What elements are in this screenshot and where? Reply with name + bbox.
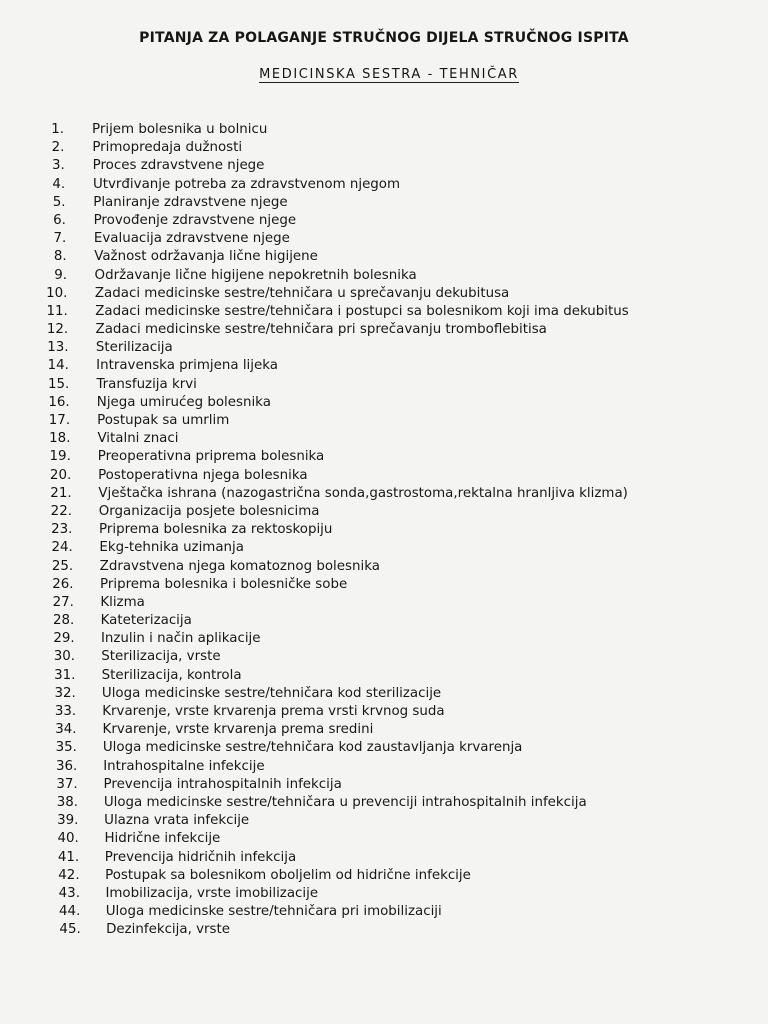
- list-item: [0, 321, 768, 339]
- item-number: 23.: [51, 522, 73, 538]
- list-item: [0, 630, 768, 648]
- list-item: [0, 703, 768, 721]
- list-item: [0, 230, 768, 248]
- item-number: 45.: [59, 922, 81, 938]
- page-subtitle: [0, 67, 768, 82]
- list-item: [0, 394, 768, 412]
- item-text: Prijem bolesnika u bolnicu: [92, 122, 268, 137]
- list-item: [0, 830, 768, 848]
- item-number: 15.: [48, 376, 70, 392]
- list-item: [0, 648, 768, 666]
- item-text: Prevencija hidričnih infekcija: [104, 849, 297, 865]
- item-text: Preoperativna priprema bolesnika: [97, 449, 325, 465]
- item-number: 13.: [47, 340, 69, 356]
- item-text: Evaluacija zdravstvene njege: [93, 231, 290, 247]
- list-item: [0, 667, 768, 685]
- list-item: [0, 849, 768, 867]
- list-item: [0, 739, 768, 757]
- item-text: Krvarenje, vrste krvarenja prema vrsti krvnog suda: [102, 704, 445, 719]
- item-number: 32.: [54, 685, 76, 701]
- item-number: 26.: [52, 576, 74, 592]
- item-text: Imobilizacija, vrste imobilizacije: [105, 885, 319, 901]
- question-list: [0, 121, 768, 939]
- item-number: 30.: [53, 649, 76, 665]
- item-text: Održavanje lične higijene nepokretnih bolesnika: [94, 267, 417, 283]
- item-number: 41.: [57, 849, 80, 865]
- item-number: 10.: [46, 285, 68, 301]
- item-text: Važnost održavanja lične higijene: [94, 249, 318, 265]
- item-text: Postoperativna njega bolesnika: [98, 467, 308, 483]
- list-item: [0, 467, 768, 485]
- item-text: Utvrđivanje potreba za zdravstvenom njegom: [92, 176, 401, 192]
- item-text: Zdravstvena njega komatoznog bolesnika: [99, 558, 380, 574]
- item-text: Njega umirućeg bolesnika: [96, 394, 271, 410]
- list-item: [0, 412, 768, 430]
- item-number: 43.: [58, 885, 80, 901]
- item-text: Sterilizacija: [95, 340, 173, 356]
- list-item: [0, 721, 768, 739]
- list-item: [0, 176, 768, 194]
- item-number: 25.: [51, 558, 74, 574]
- item-number: 7.: [53, 231, 67, 247]
- item-number: 24.: [51, 540, 73, 556]
- item-text: Uloga medicinske sestre/tehničara kod sterilizacije: [101, 685, 442, 701]
- item-number: 31.: [54, 667, 76, 683]
- item-number: 16.: [48, 394, 70, 410]
- list-item: [0, 248, 768, 266]
- list-item: [0, 885, 768, 903]
- list-item: [0, 448, 768, 466]
- item-text: Ekg-tehnika uzimanja: [99, 540, 244, 556]
- item-number: 18.: [49, 431, 71, 447]
- list-item: [0, 194, 768, 212]
- item-text: Priprema bolesnika za rektoskopiju: [99, 522, 333, 538]
- list-item: [0, 139, 768, 157]
- list-item: [0, 267, 768, 285]
- item-text: Prevencija intrahospitalnih infekcija: [103, 776, 342, 792]
- item-text: Zadaci medicinske sestre/tehničara i postupci sa bolesnikom koji ima dekubitus: [95, 303, 629, 319]
- item-number: 38.: [56, 794, 79, 810]
- item-number: 19.: [49, 449, 71, 465]
- item-text: Postupak sa umrlim: [97, 413, 230, 428]
- list-item: [0, 903, 768, 921]
- item-text: Postupak sa bolesnikom oboljelim od hidrične infekcije: [105, 867, 471, 883]
- item-number: 27.: [52, 594, 74, 610]
- item-number: 40.: [57, 831, 79, 847]
- list-item: [0, 121, 768, 139]
- item-number: 8.: [53, 249, 67, 265]
- item-text: Uloga medicinske sestre/tehničara u prevenciji intrahospitalnih infekcija: [103, 794, 587, 810]
- item-number: 21.: [50, 485, 72, 501]
- item-number: 39.: [57, 813, 79, 829]
- list-item: [0, 758, 768, 776]
- list-item: [0, 521, 768, 539]
- list-item: [0, 594, 768, 612]
- item-number: 34.: [55, 722, 77, 738]
- item-text: Inzulin i način aplikacije: [100, 631, 261, 647]
- item-number: 17.: [48, 413, 71, 428]
- item-text: Proces zdravstvene njege: [92, 158, 265, 174]
- item-text: Uloga medicinske sestre/tehničara kod zaustavljanja krvarenja: [102, 740, 523, 756]
- item-number: 4.: [52, 176, 66, 192]
- subtitle-text: MEDICINSKA SESTRA - TEHNIČAR: [259, 67, 519, 82]
- list-item: [0, 776, 768, 794]
- item-number: 22.: [50, 503, 72, 519]
- list-item: [0, 357, 768, 375]
- item-number: 6.: [53, 212, 66, 228]
- item-text: Vitalni znaci: [97, 431, 179, 447]
- list-item: [0, 485, 768, 503]
- list-item: [0, 539, 768, 557]
- list-item: [0, 812, 768, 830]
- item-number: 36.: [56, 758, 78, 774]
- item-number: 5.: [52, 194, 66, 210]
- list-item: [0, 612, 768, 630]
- item-text: Sterilizacija, vrste: [101, 649, 221, 665]
- item-number: 44.: [59, 904, 81, 920]
- item-number: 11.: [46, 303, 68, 319]
- page-title: PITANJA ZA POLAGANJE STRUČNOG DIJELA STRUČNOG ISPITA: [139, 30, 629, 46]
- list-item: [0, 794, 768, 812]
- list-item: [0, 212, 768, 230]
- item-text: Krvarenje, vrste krvarenja prema sredini: [102, 722, 374, 738]
- item-number: 28.: [52, 613, 75, 629]
- list-item: [0, 303, 768, 321]
- item-number: 14.: [47, 358, 69, 374]
- item-text: Transfuzija krvi: [96, 376, 197, 392]
- item-text: Zadaci medicinske sestre/tehničara u sprečavanju dekubitusa: [94, 285, 510, 301]
- list-item: [0, 921, 768, 939]
- item-number: 1.: [51, 122, 64, 137]
- list-item: [0, 685, 768, 703]
- list-item: [0, 558, 768, 576]
- item-text: Ulazna vrata infekcije: [104, 813, 250, 829]
- item-text: Kateterizacija: [100, 613, 192, 629]
- item-text: Priprema bolesnika i bolesničke sobe: [100, 576, 348, 592]
- item-text: Intrahospitalne infekcije: [103, 758, 265, 774]
- item-number: 33.: [54, 704, 77, 719]
- list-item: [0, 576, 768, 594]
- item-number: 35.: [55, 740, 77, 756]
- item-number: 9.: [54, 267, 68, 283]
- item-number: 20.: [49, 467, 72, 483]
- item-number: 42.: [58, 867, 80, 883]
- item-number: 37.: [56, 776, 78, 792]
- item-text: Provođenje zdravstvene njege: [93, 212, 297, 228]
- list-item: [0, 503, 768, 521]
- item-text: Klizma: [100, 594, 145, 610]
- item-text: Zadaci medicinske sestre/tehničara pri sprečavanju tromboflebitisa: [95, 322, 547, 338]
- item-number: 3.: [51, 158, 65, 174]
- item-text: Primopredaja dužnosti: [92, 140, 243, 156]
- list-item: [0, 867, 768, 885]
- item-text: Uloga medicinske sestre/tehničara pri imobilizaciji: [105, 904, 442, 920]
- list-item: [0, 430, 768, 448]
- list-item: [0, 157, 768, 175]
- item-text: Hidrične infekcije: [104, 831, 221, 847]
- list-item: [0, 285, 768, 303]
- item-number: 2.: [51, 140, 65, 156]
- item-text: Organizacija posjete bolesnicima: [98, 503, 320, 519]
- item-text: Planiranje zdravstvene njege: [93, 194, 288, 210]
- item-number: 12.: [46, 322, 69, 338]
- item-text: Intravenska primjena lijeka: [96, 358, 278, 374]
- item-text: Sterilizacija, kontrola: [101, 667, 242, 683]
- item-text: Dezinfekcija, vrste: [106, 922, 230, 938]
- item-number: 29.: [53, 631, 75, 647]
- item-text: Vještačka ishrana (nazogastrična sonda,gastrostoma,rektalna hranljiva klizma): [98, 485, 628, 501]
- list-item: [0, 339, 768, 357]
- list-item: [0, 376, 768, 394]
